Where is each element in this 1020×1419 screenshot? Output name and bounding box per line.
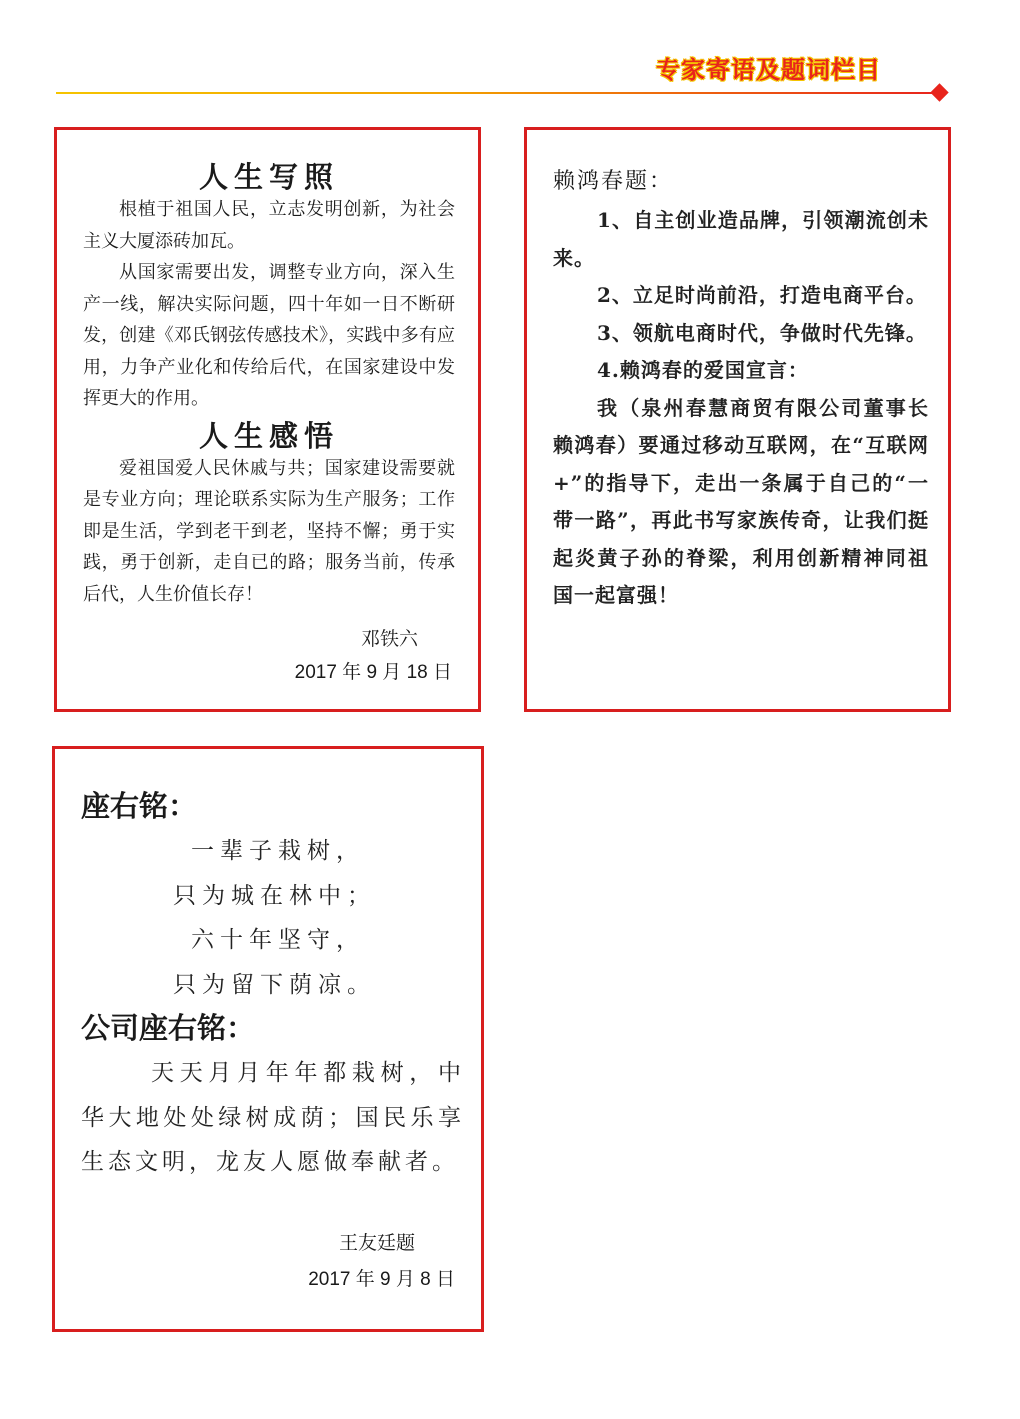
deng-signature: 邓铁六 [360, 629, 418, 650]
wang-signature: 王友廷题 [338, 1233, 415, 1254]
lai-item-4: 4.赖鸿春的爱国宣言： [597, 358, 809, 382]
life-portrait-title: 人生写照 [198, 160, 339, 194]
column-title: 专家寄语及题词栏目 [656, 56, 881, 84]
motto-heading: 座右铭： [81, 791, 198, 823]
header-rule [56, 92, 936, 94]
deng-paragraph-2: 从国家需要出发，调整专业方向，深入生产一线，解决实际问题，四十年如一日不断研发，创建《邓氏钢弦传感技术》，实践中多有应用，力争产业化和传给后代，在国家建设中发挥更大的作用。 [83, 262, 455, 409]
lai-item-3: 3、领航电商时代，争做时代先锋。 [597, 320, 927, 345]
lai-item-2: 2、立足时尚前沿，打造电商平台。 [597, 283, 927, 307]
deng-date: 2017 年 9 月 18 日 [294, 662, 452, 683]
lai-inscription-box [524, 127, 951, 712]
poem-line: 一辈子栽树， [191, 838, 365, 864]
poem-line: 六十年坚守， [191, 927, 365, 953]
lai-heading: 赖鸿春题： [553, 169, 674, 194]
company-motto-heading: 公司座右铭： [81, 1013, 256, 1045]
wang-inscription-box [52, 746, 484, 1332]
poem-line: 只为留下荫凉。 [173, 971, 376, 998]
deng-inscription-box [54, 127, 481, 712]
lai-declaration: 我（泉州春慧商贸有限公司董事长赖鸿春）要通过移动互联网，在“互联网+”的指导下，走出一条属于自己的“一带一路”，再此书写家族传奇，让我们挺起炎黄子孙的脊梁，利用创新精神同祖国一起富强！ [553, 395, 929, 607]
wang-date: 2017 年 9 月 8 日 [308, 1269, 455, 1290]
company-motto-text: 天天月月年年都栽树，中华大地处处绿树成荫；国民乐享生态文明，龙友人愿做奉献者。 [81, 1060, 465, 1175]
poem-line: 只为城在林中； [173, 882, 376, 909]
lai-item-1: 1、自主创业造品牌，引领潮流创未来。 [553, 208, 929, 270]
deng-paragraph-1: 根植于祖国人民，立志发明创新，为社会主义大厦添砖加瓦。 [83, 199, 455, 252]
deng-paragraph-3: 爱祖国爱人民休戚与共；国家建设需要就是专业方向；理论联系实际为生产服务；工作即是生活，学到老干到老，坚持不懈；勇于实践，勇于创新，走自已的路；服务当前，传承后代，人生价值长存！ [83, 457, 455, 605]
life-insight-title: 人生感悟 [198, 418, 339, 453]
diamond-icon [930, 83, 948, 101]
